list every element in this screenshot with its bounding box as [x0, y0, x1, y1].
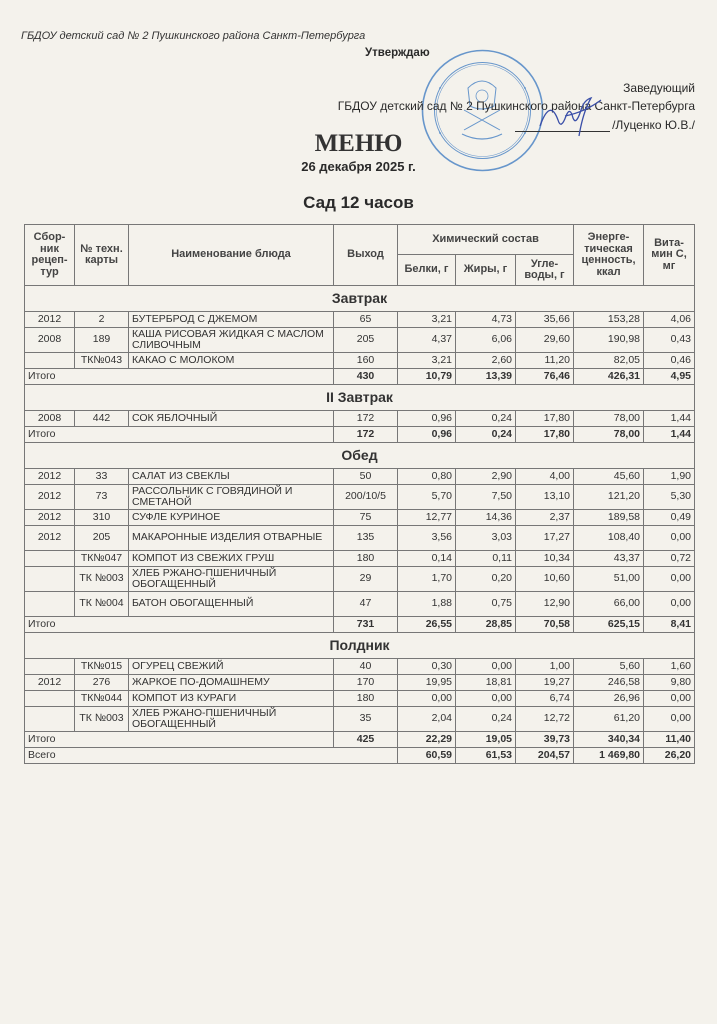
- cell-protein: 0,00: [398, 691, 456, 707]
- cell-collection: [25, 691, 75, 707]
- table-row: [25, 485, 695, 510]
- cell-protein: 3,21: [398, 312, 456, 328]
- cell-yield: 40: [334, 659, 398, 675]
- cell-carbs: 35,66: [516, 312, 574, 328]
- cell-dish: КОМПОТ ИЗ СВЕЖИХ ГРУШ: [129, 551, 334, 567]
- table-row: [25, 691, 695, 707]
- menu-body: [25, 286, 695, 764]
- cell-carbs: 1,00: [516, 659, 574, 675]
- cell-energy: 108,40: [574, 526, 644, 551]
- grand-total-protein: 60,59: [398, 748, 456, 764]
- cell-protein: 1,88: [398, 592, 456, 617]
- cell-fat: 2,60: [456, 353, 516, 369]
- table-row: [25, 551, 695, 567]
- section-header: [25, 443, 695, 469]
- cell-dish: СОК ЯБЛОЧНЫЙ: [129, 411, 334, 427]
- cell-dish: КОМПОТ ИЗ КУРАГИ: [129, 691, 334, 707]
- subtotal-fat: 13,39: [456, 369, 516, 385]
- header-tech-card: № техн. карты: [75, 225, 129, 286]
- cell-tech-card: ТК №003: [75, 707, 129, 732]
- cell-fat: 4,73: [456, 312, 516, 328]
- cell-energy: 51,00: [574, 567, 644, 592]
- subtotal-label: Итого: [25, 369, 334, 385]
- organization-header: ГБДОУ детский сад № 2 Пушкинского района Санкт-Петербурга: [21, 30, 366, 42]
- cell-vitamin-c: 0,00: [644, 526, 695, 551]
- subtotal-yield: 430: [334, 369, 398, 385]
- cell-protein: 4,37: [398, 328, 456, 353]
- header-energy: Энерге-тическая ценность, ккал: [574, 225, 644, 286]
- cell-yield: 65: [334, 312, 398, 328]
- cell-tech-card: ТК №003: [75, 567, 129, 592]
- cell-energy: 190,98: [574, 328, 644, 353]
- cell-energy: 82,05: [574, 353, 644, 369]
- cell-protein: 0,80: [398, 469, 456, 485]
- cell-tech-card: ТК№043: [75, 353, 129, 369]
- grand-total-fat: 61,53: [456, 748, 516, 764]
- cell-tech-card: ТК№015: [75, 659, 129, 675]
- cell-energy: 61,20: [574, 707, 644, 732]
- cell-energy: 26,96: [574, 691, 644, 707]
- cell-energy: 121,20: [574, 485, 644, 510]
- cell-protein: 19,95: [398, 675, 456, 691]
- cell-collection: 2012: [25, 510, 75, 526]
- cell-energy: 45,60: [574, 469, 644, 485]
- cell-vitamin-c: 0,00: [644, 707, 695, 732]
- cell-vitamin-c: 1,90: [644, 469, 695, 485]
- menu-subtitle: Сад 12 часов: [303, 193, 414, 212]
- subtotal-carbs: 76,46: [516, 369, 574, 385]
- cell-fat: 0,00: [456, 659, 516, 675]
- cell-carbs: 17,80: [516, 411, 574, 427]
- cell-energy: 246,58: [574, 675, 644, 691]
- cell-dish: БАТОН ОБОГАЩЕННЫЙ: [129, 592, 334, 617]
- cell-vitamin-c: 9,80: [644, 675, 695, 691]
- cell-yield: 75: [334, 510, 398, 526]
- cell-vitamin-c: 0,49: [644, 510, 695, 526]
- header-collection: Сбор-ник рецеп-тур: [25, 225, 75, 286]
- cell-vitamin-c: 0,46: [644, 353, 695, 369]
- header-chemical-composition: Химический состав: [398, 225, 574, 255]
- cell-protein: 3,21: [398, 353, 456, 369]
- cell-collection: [25, 707, 75, 732]
- grand-total-energy: 1 469,80: [574, 748, 644, 764]
- cell-tech-card: 189: [75, 328, 129, 353]
- cell-protein: 0,30: [398, 659, 456, 675]
- cell-fat: 0,24: [456, 707, 516, 732]
- cell-vitamin-c: 4,06: [644, 312, 695, 328]
- subtotal-row: [25, 617, 695, 633]
- table-row: [25, 659, 695, 675]
- subtotal-fat: 19,05: [456, 732, 516, 748]
- table-row: [25, 526, 695, 551]
- cell-dish: СУФЛЕ КУРИНОЕ: [129, 510, 334, 526]
- cell-energy: 153,28: [574, 312, 644, 328]
- header-carbs: Угле-воды, г: [516, 255, 574, 286]
- cell-collection: [25, 659, 75, 675]
- grand-total-row: [25, 748, 695, 764]
- cell-fat: 2,90: [456, 469, 516, 485]
- header-dish: Наименование блюда: [129, 225, 334, 286]
- subtotal-energy: 426,31: [574, 369, 644, 385]
- subtotal-energy: 78,00: [574, 427, 644, 443]
- cell-yield: 170: [334, 675, 398, 691]
- cell-vitamin-c: 5,30: [644, 485, 695, 510]
- menu-date: 26 декабря 2025 г.: [301, 159, 416, 174]
- approver-position: Заведующий: [623, 81, 695, 95]
- approval-title: Утверждаю: [365, 47, 430, 59]
- subtotal-vitamin-c: 11,40: [644, 732, 695, 748]
- cell-vitamin-c: 1,44: [644, 411, 695, 427]
- cell-yield: 135: [334, 526, 398, 551]
- cell-fat: 18,81: [456, 675, 516, 691]
- subtotal-row: [25, 369, 695, 385]
- cell-vitamin-c: 0,72: [644, 551, 695, 567]
- cell-dish: САЛАТ ИЗ СВЕКЛЫ: [129, 469, 334, 485]
- cell-fat: 0,75: [456, 592, 516, 617]
- cell-energy: 5,60: [574, 659, 644, 675]
- cell-tech-card: 205: [75, 526, 129, 551]
- subtotal-protein: 26,55: [398, 617, 456, 633]
- subtotal-carbs: 39,73: [516, 732, 574, 748]
- section-header: [25, 385, 695, 411]
- grand-total-vitamin-c: 26,20: [644, 748, 695, 764]
- cell-dish: КАША РИСОВАЯ ЖИДКАЯ С МАСЛОМ СЛИВОЧНЫМ: [129, 328, 334, 353]
- header-yield: Выход: [334, 225, 398, 286]
- cell-yield: 50: [334, 469, 398, 485]
- subtotal-vitamin-c: 1,44: [644, 427, 695, 443]
- table-row: [25, 707, 695, 732]
- cell-yield: 172: [334, 411, 398, 427]
- cell-protein: 0,96: [398, 411, 456, 427]
- cell-vitamin-c: 0,43: [644, 328, 695, 353]
- cell-carbs: 11,20: [516, 353, 574, 369]
- cell-fat: 0,00: [456, 691, 516, 707]
- cell-collection: 2012: [25, 312, 75, 328]
- cell-tech-card: ТК№047: [75, 551, 129, 567]
- cell-carbs: 10,34: [516, 551, 574, 567]
- page-title: МЕНЮ: [314, 130, 403, 157]
- cell-protein: 12,77: [398, 510, 456, 526]
- subtotal-carbs: 70,58: [516, 617, 574, 633]
- cell-collection: [25, 567, 75, 592]
- cell-yield: 200/10/5: [334, 485, 398, 510]
- cell-carbs: 2,37: [516, 510, 574, 526]
- cell-collection: [25, 551, 75, 567]
- cell-fat: 14,36: [456, 510, 516, 526]
- section-title: II Завтрак: [25, 385, 695, 411]
- cell-fat: 0,24: [456, 411, 516, 427]
- cell-carbs: 12,90: [516, 592, 574, 617]
- section-title: Обед: [25, 443, 695, 469]
- table-row: [25, 312, 695, 328]
- cell-collection: 2008: [25, 328, 75, 353]
- table-row: [25, 353, 695, 369]
- subtotal-carbs: 17,80: [516, 427, 574, 443]
- cell-fat: 0,20: [456, 567, 516, 592]
- cell-fat: 7,50: [456, 485, 516, 510]
- cell-collection: [25, 592, 75, 617]
- cell-fat: 6,06: [456, 328, 516, 353]
- cell-energy: 66,00: [574, 592, 644, 617]
- table-row: [25, 592, 695, 617]
- cell-dish: ХЛЕБ РЖАНО-ПШЕНИЧНЫЙ ОБОГАЩЕННЫЙ: [129, 567, 334, 592]
- header-fat: Жиры, г: [456, 255, 516, 286]
- signatory-name: /Луценко Ю.В./: [612, 118, 695, 132]
- subtotal-label: Итого: [25, 427, 334, 443]
- cell-tech-card: 2: [75, 312, 129, 328]
- cell-collection: [25, 353, 75, 369]
- cell-tech-card: 442: [75, 411, 129, 427]
- grand-total-carbs: 204,57: [516, 748, 574, 764]
- subtotal-yield: 731: [334, 617, 398, 633]
- cell-dish: РАССОЛЬНИК С ГОВЯДИНОЙ И СМЕТАНОЙ: [129, 485, 334, 510]
- section-header: [25, 633, 695, 659]
- cell-tech-card: 276: [75, 675, 129, 691]
- cell-vitamin-c: 1,60: [644, 659, 695, 675]
- section-title: Завтрак: [25, 286, 695, 312]
- cell-collection: 2012: [25, 526, 75, 551]
- cell-tech-card: 310: [75, 510, 129, 526]
- cell-vitamin-c: 0,00: [644, 691, 695, 707]
- cell-dish: КАКАО С МОЛОКОМ: [129, 353, 334, 369]
- subtotal-row: [25, 732, 695, 748]
- grand-total-label: Всего: [25, 748, 398, 764]
- cell-carbs: 6,74: [516, 691, 574, 707]
- header-vitamin-c: Вита-мин С, мг: [644, 225, 695, 286]
- cell-protein: 1,70: [398, 567, 456, 592]
- subtotal-fat: 0,24: [456, 427, 516, 443]
- subtotal-yield: 425: [334, 732, 398, 748]
- cell-protein: 2,04: [398, 707, 456, 732]
- cell-collection: 2012: [25, 485, 75, 510]
- cell-protein: 0,14: [398, 551, 456, 567]
- cell-collection: 2008: [25, 411, 75, 427]
- cell-fat: 0,11: [456, 551, 516, 567]
- subtotal-energy: 625,15: [574, 617, 644, 633]
- cell-carbs: 13,10: [516, 485, 574, 510]
- cell-energy: 43,37: [574, 551, 644, 567]
- table-row: [25, 675, 695, 691]
- cell-yield: 205: [334, 328, 398, 353]
- table-row: [25, 328, 695, 353]
- cell-yield: 47: [334, 592, 398, 617]
- subtotal-label: Итого: [25, 732, 334, 748]
- subtotal-yield: 172: [334, 427, 398, 443]
- subtotal-protein: 22,29: [398, 732, 456, 748]
- cell-carbs: 4,00: [516, 469, 574, 485]
- section-header: [25, 286, 695, 312]
- subtotal-row: [25, 427, 695, 443]
- cell-carbs: 29,60: [516, 328, 574, 353]
- subtotal-protein: 10,79: [398, 369, 456, 385]
- cell-dish: ЖАРКОЕ ПО-ДОМАШНЕМУ: [129, 675, 334, 691]
- cell-protein: 3,56: [398, 526, 456, 551]
- cell-yield: 29: [334, 567, 398, 592]
- subtotal-vitamin-c: 4,95: [644, 369, 695, 385]
- approver-organization: ГБДОУ детский сад № 2 Пушкинского района Санкт-Петербурга: [337, 99, 695, 113]
- cell-yield: 35: [334, 707, 398, 732]
- subtotal-label: Итого: [25, 617, 334, 633]
- cell-collection: 2012: [25, 469, 75, 485]
- table-row: [25, 411, 695, 427]
- cell-energy: 189,58: [574, 510, 644, 526]
- subtotal-vitamin-c: 8,41: [644, 617, 695, 633]
- cell-yield: 160: [334, 353, 398, 369]
- cell-yield: 180: [334, 691, 398, 707]
- table-row: [25, 469, 695, 485]
- cell-carbs: 19,27: [516, 675, 574, 691]
- cell-dish: ОГУРЕЦ СВЕЖИЙ: [129, 659, 334, 675]
- cell-tech-card: 33: [75, 469, 129, 485]
- subtotal-protein: 0,96: [398, 427, 456, 443]
- subtotal-energy: 340,34: [574, 732, 644, 748]
- cell-vitamin-c: 0,00: [644, 592, 695, 617]
- menu-table: [24, 224, 695, 764]
- cell-dish: БУТЕРБРОД С ДЖЕМОМ: [129, 312, 334, 328]
- cell-carbs: 10,60: [516, 567, 574, 592]
- cell-fat: 3,03: [456, 526, 516, 551]
- cell-tech-card: ТК№044: [75, 691, 129, 707]
- table-row: [25, 567, 695, 592]
- cell-tech-card: ТК №004: [75, 592, 129, 617]
- cell-collection: 2012: [25, 675, 75, 691]
- section-title: Полдник: [25, 633, 695, 659]
- cell-protein: 5,70: [398, 485, 456, 510]
- cell-carbs: 12,72: [516, 707, 574, 732]
- table-row: [25, 510, 695, 526]
- subtotal-fat: 28,85: [456, 617, 516, 633]
- cell-tech-card: 73: [75, 485, 129, 510]
- cell-energy: 78,00: [574, 411, 644, 427]
- cell-yield: 180: [334, 551, 398, 567]
- cell-carbs: 17,27: [516, 526, 574, 551]
- cell-dish: ХЛЕБ РЖАНО-ПШЕНИЧНЫЙ ОБОГАЩЕННЫЙ: [129, 707, 334, 732]
- header-protein: Белки, г: [398, 255, 456, 286]
- cell-vitamin-c: 0,00: [644, 567, 695, 592]
- cell-dish: МАКАРОННЫЕ ИЗДЕЛИЯ ОТВАРНЫЕ: [129, 526, 334, 551]
